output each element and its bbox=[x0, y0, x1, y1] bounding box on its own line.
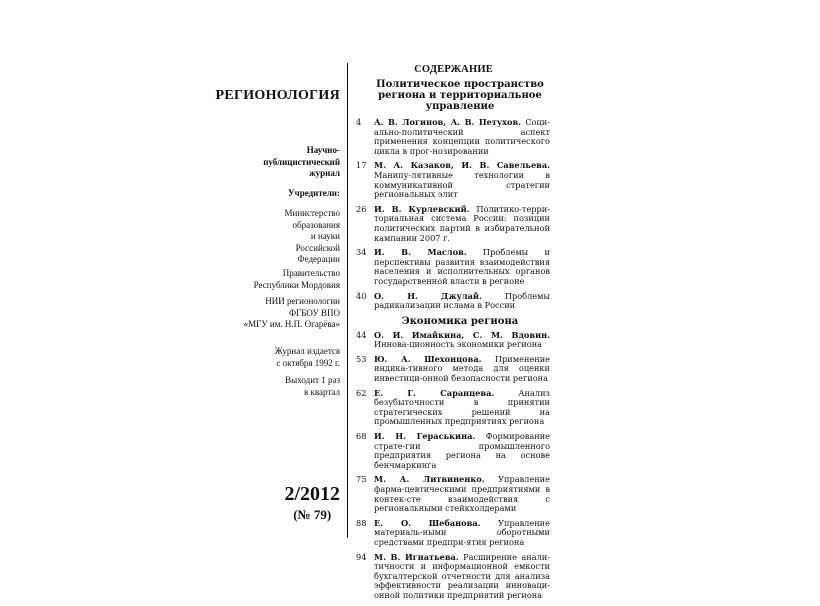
entry-title: Применение индика-тивного метода для оценки инвестици-онной безопасности региона bbox=[374, 353, 551, 384]
entry-authors: Е. О. Шебанова. bbox=[374, 517, 481, 528]
journal-title: РЕГИОНОЛОГИЯ bbox=[215, 88, 340, 103]
issue-serial: (№ 79) bbox=[293, 507, 332, 522]
toc-entry bbox=[356, 161, 554, 199]
toc-entry bbox=[356, 292, 554, 311]
entry-authors: Ю. А. Шехонцова. bbox=[374, 353, 482, 364]
entry-title: Расширение анали-тичности и информационной емкости бухгалтерской отчетности для анализа эффективности реализации инноваци-онной политики предприятий региона bbox=[374, 551, 550, 600]
entry-title: Управление материаль-ными оборотными средствами предпри-ятия региона bbox=[374, 517, 550, 547]
entry-title: Манипу-лятивные технологии в коммуникативной стратегии региональных элит bbox=[374, 169, 550, 200]
entry-authors: А. В. Логинов, А. В. Петухов. bbox=[374, 117, 522, 127]
entry-title: Соци-ально-политический аспект применения концепции политического цикла в прог-нозировании bbox=[374, 117, 550, 156]
entry-authors: О. И. Имайкина, С. М. Вдовин. bbox=[374, 329, 550, 340]
issue-number bbox=[284, 483, 340, 523]
page-number: 34 bbox=[356, 247, 367, 258]
page-number: 53 bbox=[356, 353, 367, 364]
page-number: 40 bbox=[356, 290, 367, 301]
page-number: 4 bbox=[356, 117, 362, 127]
toc-entry bbox=[356, 475, 554, 513]
entry-title: Формирование страте-гии промышленного предприятия региона на основе бенчмаркинга bbox=[374, 431, 550, 470]
entry-title: Проблемы радикализации ислама в России bbox=[374, 290, 551, 311]
section-title: Экономика региона bbox=[401, 315, 519, 327]
toc-entry bbox=[356, 553, 554, 601]
column-divider bbox=[347, 63, 348, 538]
founders-label: Учредители: bbox=[288, 188, 340, 198]
entry-authors: М. А. Литвиненко. bbox=[374, 474, 485, 485]
frequency: Выходит 1 раз в квартал bbox=[285, 375, 340, 397]
toc-entry bbox=[356, 355, 554, 384]
journal-type: Научно- публицистический журнал bbox=[263, 145, 340, 178]
entry-authors: М. В. Игнатьева. bbox=[374, 551, 459, 562]
section-title: Политическое пространство региона и территориальное управление bbox=[376, 79, 544, 112]
page-number: 94 bbox=[356, 551, 367, 562]
entry-authors: О. Н. Джулай. bbox=[374, 290, 482, 301]
toc-entry bbox=[356, 205, 554, 243]
toc-entry bbox=[356, 389, 554, 427]
founder-government: Правительство Республики Мордовия bbox=[253, 268, 340, 290]
page-number: 17 bbox=[356, 160, 367, 171]
issue-year: 2/2012 bbox=[284, 483, 340, 505]
contents-title: СОДЕРЖАНИЕ bbox=[414, 64, 493, 75]
founder-institute: НИИ регионологии ФГБОУ ВПО «МГУ им. Н.П. Огарёва» bbox=[243, 296, 340, 329]
table-of-contents bbox=[356, 64, 554, 606]
entry-authors: И. Н. Гераськина. bbox=[374, 431, 476, 442]
page-number: 44 bbox=[356, 329, 367, 340]
entry-title: Политико-терри-ториальная система России: позиции политических партий в избирательной кампании 2007 г. bbox=[374, 203, 550, 243]
toc-entry bbox=[356, 331, 554, 350]
page-number: 62 bbox=[356, 387, 367, 398]
toc-entry bbox=[356, 118, 554, 156]
entry-authors: Е. Г. Саранцева. bbox=[374, 387, 495, 398]
entry-authors: И. В. Маслов. bbox=[374, 247, 467, 258]
toc-entry bbox=[356, 248, 554, 286]
entry-title: Управление фарма-цевтическими предприятиями в контек-сте взаимодействия с региональными стейкхолдерами bbox=[374, 474, 550, 514]
toc-entry bbox=[356, 519, 554, 548]
published-since: Журнал издается с октября 1992 г. bbox=[274, 346, 340, 368]
entry-authors: И. В. Курлевский. bbox=[374, 203, 470, 214]
entry-authors: М. А. Казаков, И. В. Савельева. bbox=[374, 160, 550, 171]
entry-title: Анализ безубыточности в принятии стратегических решений на промышленных предприятиях региона bbox=[374, 387, 550, 427]
founder-ministry: Министерство образования и науки Российской Федерации bbox=[284, 208, 340, 264]
page-number: 75 bbox=[356, 474, 367, 485]
page-number: 68 bbox=[356, 431, 367, 442]
toc-entry bbox=[356, 432, 554, 470]
page-number: 26 bbox=[356, 203, 367, 214]
entry-title: Иннова-ционность экономики региона bbox=[374, 339, 543, 350]
entry-title: Проблемы и перспективы развития взаимодействия населения и исполнительных органов государственной власти в регионе bbox=[374, 247, 551, 286]
page-number: 88 bbox=[356, 517, 367, 528]
